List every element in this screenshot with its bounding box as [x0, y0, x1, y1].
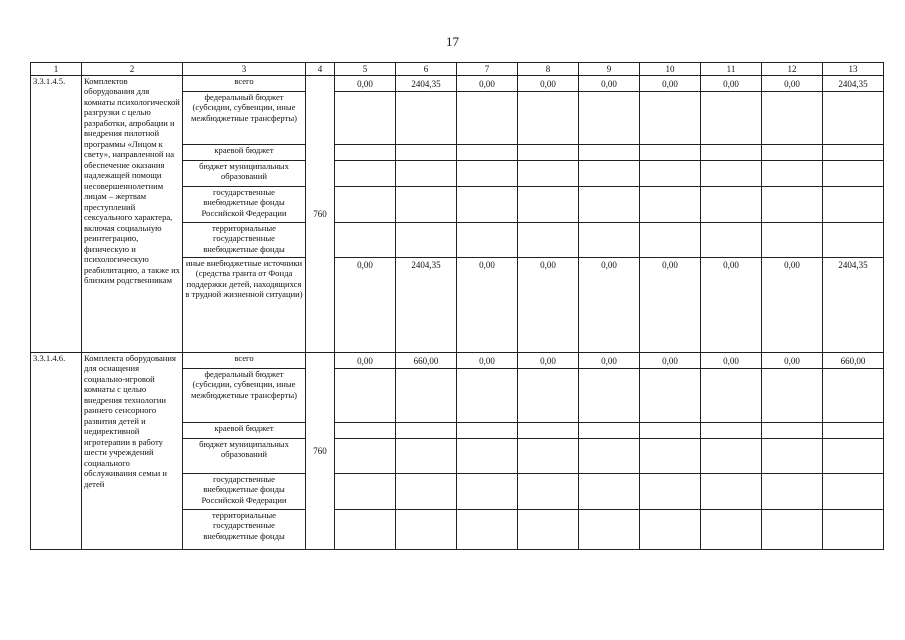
amount-cell [457, 92, 518, 145]
amount-cell: 0,00 [457, 353, 518, 369]
amount-cell [335, 423, 396, 439]
item-code: 3.3.1.4.6. [31, 353, 82, 550]
amount-cell [762, 439, 823, 474]
amount-cell [823, 510, 884, 550]
amount-cell: 2404,35 [823, 258, 884, 353]
amount-cell [579, 92, 640, 145]
item-name: Комплектов оборудования для комнаты психологической разгрузки с целью разработки, апробации и внедрения пилотной программы «Лицом к свету», направленной на обеспечение оказания надлежащей помощи несовершеннолетним лицам – жертвам преступлений сексуального характера, включая социальную реинтеграцию, физическую и психологическую реабилитацию, а также их близким родственникам [82, 76, 183, 353]
amount-cell: 660,00 [396, 353, 457, 369]
amount-cell: 2404,35 [396, 76, 457, 92]
amount-cell [701, 223, 762, 258]
column-number-11: 11 [701, 63, 762, 76]
amount-cell [457, 161, 518, 187]
amount-cell [762, 187, 823, 223]
amount-cell [701, 439, 762, 474]
funding-source: всего [183, 353, 306, 369]
column-number-5: 5 [335, 63, 396, 76]
funding-source: территориальные государственные внебюджетные фонды [183, 510, 306, 550]
amount-cell: 0,00 [335, 258, 396, 353]
amount-cell [396, 439, 457, 474]
amount-cell [823, 369, 884, 423]
amount-cell [335, 510, 396, 550]
amount-cell [640, 223, 701, 258]
funding-source: территориальные государственные внебюджетные фонды [183, 223, 306, 258]
amount-cell: 0,00 [335, 353, 396, 369]
amount-cell [396, 369, 457, 423]
amount-cell [518, 223, 579, 258]
amount-cell [518, 369, 579, 423]
amount-cell [457, 369, 518, 423]
amount-cell [457, 423, 518, 439]
column-number-12: 12 [762, 63, 823, 76]
funding-source: федеральный бюджет (субсидии, субвенции, иные межбюджетные трансферты) [183, 369, 306, 423]
column-number-3: 3 [183, 63, 306, 76]
amount-cell: 0,00 [701, 258, 762, 353]
amount-cell [762, 161, 823, 187]
amount-cell [457, 439, 518, 474]
amount-cell [518, 474, 579, 510]
amount-cell [640, 187, 701, 223]
amount-cell [335, 92, 396, 145]
amount-cell [823, 423, 884, 439]
amount-cell [396, 423, 457, 439]
amount-cell: 0,00 [640, 76, 701, 92]
amount-cell [640, 92, 701, 145]
item-code-760: 760 [306, 76, 335, 353]
amount-cell [640, 439, 701, 474]
column-number-8: 8 [518, 63, 579, 76]
amount-cell [518, 423, 579, 439]
amount-cell [335, 474, 396, 510]
funding-source: иные внебюджетные источники (средства гранта от Фонда поддержки детей, находящихся в трудной жизненной ситуации) [183, 258, 306, 353]
funding-source: бюджет муниципальных образований [183, 161, 306, 187]
column-number-13: 13 [823, 63, 884, 76]
table-row [31, 353, 884, 369]
amount-cell [518, 145, 579, 161]
amount-cell [640, 145, 701, 161]
amount-cell [823, 92, 884, 145]
amount-cell: 0,00 [701, 353, 762, 369]
funding-source: государственные внебюджетные фонды Российской Федерации [183, 474, 306, 510]
column-number-1: 1 [31, 63, 82, 76]
item-code-760: 760 [306, 353, 335, 550]
amount-cell: 0,00 [335, 76, 396, 92]
amount-cell [762, 369, 823, 423]
amount-cell [335, 145, 396, 161]
amount-cell [579, 369, 640, 423]
amount-cell [335, 223, 396, 258]
amount-cell: 0,00 [762, 258, 823, 353]
amount-cell [640, 474, 701, 510]
amount-cell [396, 510, 457, 550]
amount-cell [579, 439, 640, 474]
amount-cell [579, 145, 640, 161]
page-number: 17 [446, 34, 459, 49]
amount-cell: 0,00 [457, 76, 518, 92]
amount-cell [701, 145, 762, 161]
table-row [31, 76, 884, 92]
column-number-10: 10 [640, 63, 701, 76]
amount-cell [396, 161, 457, 187]
amount-cell [762, 92, 823, 145]
funding-source: бюджет муниципальных образований [183, 439, 306, 474]
funding-source: краевой бюджет [183, 145, 306, 161]
amount-cell [518, 510, 579, 550]
budget-table-body [31, 63, 884, 550]
amount-cell [823, 223, 884, 258]
amount-cell: 0,00 [518, 258, 579, 353]
amount-cell [396, 223, 457, 258]
amount-cell: 0,00 [579, 353, 640, 369]
amount-cell: 0,00 [701, 76, 762, 92]
column-number-6: 6 [396, 63, 457, 76]
amount-cell [762, 145, 823, 161]
amount-cell [396, 145, 457, 161]
amount-cell [335, 369, 396, 423]
amount-cell [823, 187, 884, 223]
amount-cell [396, 474, 457, 510]
amount-cell [640, 510, 701, 550]
amount-cell [701, 187, 762, 223]
amount-cell [701, 423, 762, 439]
amount-cell [762, 510, 823, 550]
amount-cell [579, 474, 640, 510]
amount-cell [457, 474, 518, 510]
amount-cell [335, 187, 396, 223]
amount-cell [762, 474, 823, 510]
funding-source: государственные внебюджетные фонды Российской Федерации [183, 187, 306, 223]
column-number-9: 9 [579, 63, 640, 76]
amount-cell [762, 423, 823, 439]
amount-cell: 2404,35 [823, 76, 884, 92]
column-number-2: 2 [82, 63, 183, 76]
amount-cell: 0,00 [518, 353, 579, 369]
amount-cell [640, 423, 701, 439]
item-name: Комплекта оборудования для оснащения социально-игровой комнаты с целью внедрения технологии раннего сенсорного развития детей и недирективной игротерапии в работу шести учреждений социального обслуживания семьи и детей [82, 353, 183, 550]
column-number-7: 7 [457, 63, 518, 76]
funding-source: всего [183, 76, 306, 92]
amount-cell [823, 439, 884, 474]
amount-cell [640, 161, 701, 187]
amount-cell [579, 510, 640, 550]
amount-cell [518, 439, 579, 474]
amount-cell [701, 161, 762, 187]
budget-table [30, 62, 884, 550]
amount-cell [762, 223, 823, 258]
amount-cell [518, 187, 579, 223]
amount-cell [701, 474, 762, 510]
amount-cell [457, 510, 518, 550]
amount-cell [518, 92, 579, 145]
funding-source: краевой бюджет [183, 423, 306, 439]
amount-cell [823, 161, 884, 187]
amount-cell: 0,00 [762, 353, 823, 369]
amount-cell [335, 439, 396, 474]
funding-source: федеральный бюджет (субсидии, субвенции, иные межбюджетные трансферты) [183, 92, 306, 145]
amount-cell [640, 369, 701, 423]
amount-cell: 0,00 [640, 258, 701, 353]
amount-cell: 0,00 [640, 353, 701, 369]
amount-cell [579, 187, 640, 223]
amount-cell [823, 474, 884, 510]
amount-cell [579, 223, 640, 258]
amount-cell: 0,00 [579, 258, 640, 353]
amount-cell: 0,00 [579, 76, 640, 92]
amount-cell: 660,00 [823, 353, 884, 369]
amount-cell [579, 161, 640, 187]
amount-cell [701, 92, 762, 145]
amount-cell [457, 145, 518, 161]
amount-cell [396, 92, 457, 145]
amount-cell [457, 187, 518, 223]
amount-cell [701, 369, 762, 423]
header-row [31, 63, 884, 76]
amount-cell [701, 510, 762, 550]
amount-cell [518, 161, 579, 187]
item-code: 3.3.1.4.5. [31, 76, 82, 353]
amount-cell: 0,00 [457, 258, 518, 353]
amount-cell: 2404,35 [396, 258, 457, 353]
amount-cell [823, 145, 884, 161]
amount-cell [457, 223, 518, 258]
column-number-4: 4 [306, 63, 335, 76]
amount-cell: 0,00 [518, 76, 579, 92]
amount-cell [396, 187, 457, 223]
amount-cell: 0,00 [762, 76, 823, 92]
amount-cell [335, 161, 396, 187]
amount-cell [579, 423, 640, 439]
